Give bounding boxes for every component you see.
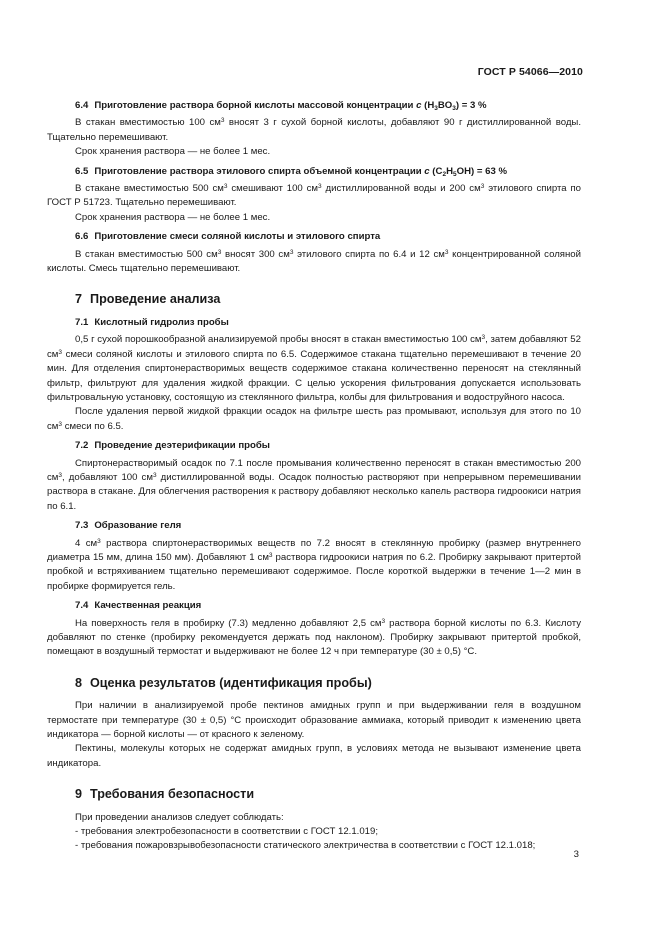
subsection-heading (75, 599, 581, 613)
section-heading (75, 292, 581, 306)
paragraph: 0,5 г сухой порошкообразной анализируемой пробы вносят в стакан вместимостью 100 $см^3$, затем добавляют 52 $см^3$ смеси соляной кислоты и этилового спирта по 6.5. Содержимое стакана тщательно перемешивают в течение 20 мин. Для отделения спиртонерастворимых веществ содержимое стакана количественно переносят на стеклянный фильтр, фильтруют для удаления жидкой фракции. С целью ускорения фильтрования допускается использовать фильтровальную установку, состоящую из стеклянного фильтра, колбы для фильтрования и водоструйного насоса. (47, 334, 581, 403)
paragraph: При наличии в анализируемой пробе пектинов амидных групп и при выдерживании геля в воздушном термостате при температуре (30 ± 0,5) °С происходит образование аммиака, который приводит к изменению цвета индикатора — борной кислоты — от красного к зеленому. (47, 700, 581, 741)
paragraph: Спиртонерастворимый осадок по 7.1 после промывания количественно переносят в стакан вместимостью 200 $см^3$, добавляют 100 $см^3$ дистиллированной воды. Осадок полностью растворяют при непрерывном перемешивании раствора в стакане. Для облегчения растворения к раствору добавляют несколько капель раствора гидроокиси натрия по 6.1. (47, 457, 581, 512)
heading-number: 6.4 (75, 100, 89, 111)
document-body (47, 94, 581, 854)
paragraph: В стакане вместимостью 500 $см^3$ смешивают 100 $см^3$ дистиллированной воды и 200 $см^3$ этилового спирта по ГОСТ Р 51723. Тщательно перемешивают. (47, 183, 581, 209)
heading-text: Требования безопасности (90, 787, 255, 802)
paragraph: В стакан вместимостью 500 $см^3$ вносят 300 $см^3$ этилового спирта по 6.4 и 12 $см^3$ концентрированной соляной кислоты. Смесь тщательно перемешивают. (47, 248, 581, 275)
paragraph: На поверхность геля в пробирку (7.3) медленно добавляют 2,5 $см^3$ раствора борной кислоты по 6.3. Кислоту добавляют по стенке (пробирку рекомендуется держать под наклоном). Пробирку закрывают притертой пробкой, помещают в воздушный термостат и выдерживают не более 12 ч при температуре (30 ± 0,5) °С. (47, 617, 582, 658)
heading-number: 7.4 (75, 600, 89, 612)
heading-number: 6.5 (75, 165, 89, 177)
heading-text: Образование геля (94, 520, 182, 532)
heading-text: Приготовление раствора этилового спирта объемной концентрации с $(C_2H_5OH) = 63$ % (94, 165, 508, 178)
heading-number: 8 (75, 675, 83, 690)
heading-number: 9 (75, 787, 83, 802)
heading-number: 7.1 (75, 316, 89, 328)
paragraph: Срок хранения раствора — не более 1 мес. (75, 146, 271, 158)
paragraph: 4 $см^3$ раствора спиртонерастворимых веществ по 7.2 вносят в стеклянную пробирку (размер внутреннего диаметра 15 мм, длина 150 мм). Добавляют 1 $см^3$ раствора гидроокиси натрия по 6.2. Пробирку закрывают притертой пробкой и встряхиванием тщательно перемешивают содержимое. После короткой выдержки в течение 1—2 мин в пробирке формируется гель. (47, 537, 581, 592)
paragraph: Срок хранения раствора — не более 1 мес. (75, 211, 271, 223)
subsection-heading (75, 316, 581, 330)
subsection-heading (75, 439, 581, 453)
subsection-heading (75, 230, 581, 244)
subsection-heading (75, 519, 581, 533)
heading-number: 6.6 (75, 231, 89, 243)
paragraph: - требования электробезопасности в соответствии с ГОСТ 12.1.019; (75, 826, 379, 838)
section-heading (75, 676, 581, 690)
heading-text: Оценка результатов (идентификация пробы) (90, 675, 372, 690)
paragraph: В стакан вместимостью 100 $см^3$ вносят 3 г сухой борной кислоты, добавляют 90 г дистиллированной воды. Тщательно перемешивают. (47, 117, 581, 143)
heading-text: Кислотный гидролиз пробы (94, 316, 229, 328)
heading-text: Приготовление смеси соляной кислоты и этилового спирта (94, 231, 381, 243)
page-number: 3 (573, 849, 579, 860)
paragraph: - требования пожаровзрывобезопасности статического электричества в соответствии с ГОСТ 12.1.018; (75, 840, 536, 852)
paragraph: При проведении анализов следует соблюдать: (75, 811, 284, 823)
heading-text: Проведение анализа (90, 292, 221, 307)
heading-number: 7.3 (75, 520, 89, 532)
section-heading (75, 787, 581, 801)
subsection-heading (75, 99, 581, 113)
heading-number: 7.2 (75, 440, 89, 452)
heading-number: 7 (75, 292, 83, 307)
heading-text: Качественная реакция (94, 600, 202, 612)
subsection-heading (75, 165, 581, 179)
heading-text: Приготовление раствора борной кислоты массовой концентрации с $(H_3BO_3) = 3$ % (94, 100, 487, 112)
standard-header: ГОСТ Р 54066—2010 (477, 66, 583, 78)
paragraph: Пектины, молекулы которых не содержат амидных групп, в условиях метода не вызывают изменение цвета индикатора. (47, 743, 581, 769)
heading-text: Проведение деэтерификации пробы (94, 440, 270, 452)
paragraph: После удаления первой жидкой фракции осадок на фильтре шесть раз промывают, используя для этого по 10 $см^3$ смеси по 6.5. (47, 406, 581, 432)
